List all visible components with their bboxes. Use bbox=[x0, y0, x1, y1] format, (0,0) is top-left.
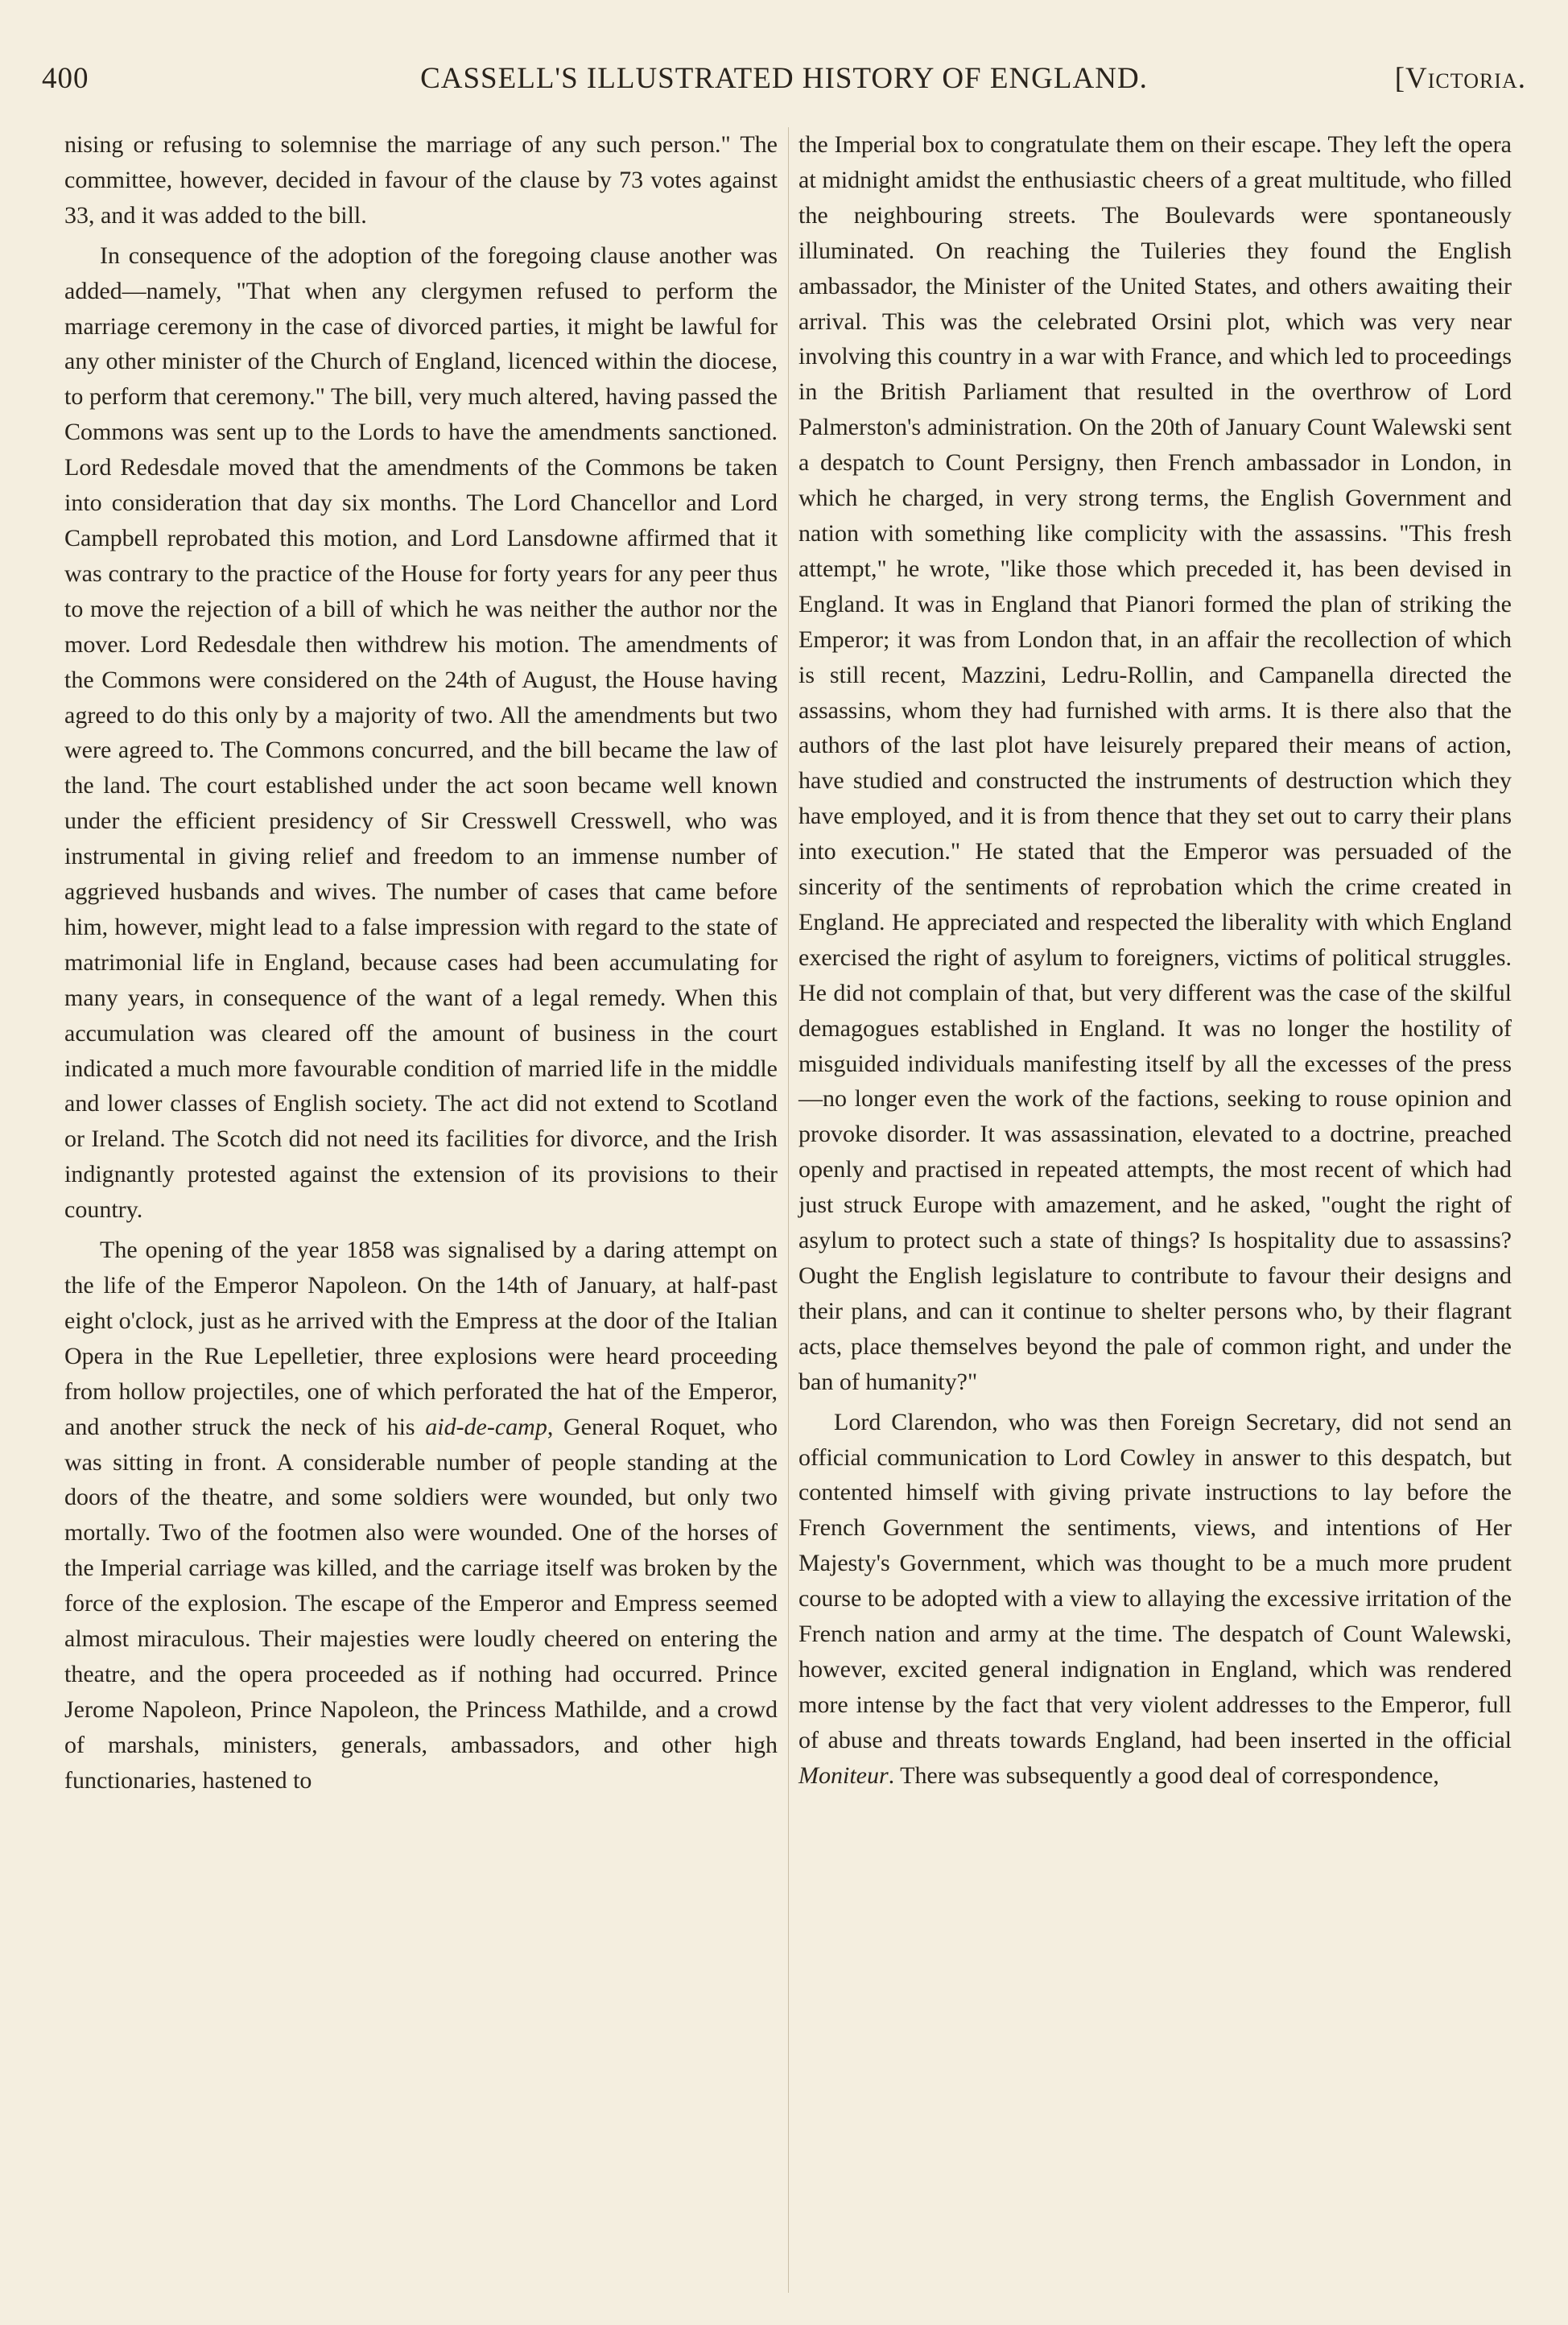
running-title: CASSELL'S ILLUSTRATED HISTORY OF ENGLAND. bbox=[420, 62, 1148, 95]
paragraph bbox=[798, 1405, 1512, 1794]
paragraph bbox=[64, 1233, 778, 1798]
running-header bbox=[42, 61, 1526, 109]
left-column bbox=[64, 127, 778, 2309]
text-run: , General Roquet, who was sitting in front. A considerable number of people standing at the doors of the theatre, and some soldiers were wounded, but only two mortally. Two of the footmen also were wounded. One of the horses of the Imperial carriage was killed, and the carriage itself was broken by the force of the explosion. The escape of the Emperor and Empress seemed almost miraculous. Their majesties were loudly cheered on entering the theatre, and the opera proceeded as if nothing had occurred. Prince Jerome Napoleon, Prince Napoleon, the Princess Mathilde, and a crowd of marshals, ministers, generals, ambassadors, and other high functionaries, hastened to bbox=[64, 1413, 778, 1794]
paragraph: In consequence of the adoption of the foregoing clause another was added—namely, "That when any clergymen refused to perform the marriage ceremony in the case of divorced parties, it might be lawful for any other minister of the Church of England, licenced within the diocese, to perform that ceremony." The bill, very much altered, having passed the Commons was sent up to the Lords to have the amendments sanctioned. Lord Redesdale moved that the amendments of the Commons be taken into consideration that day six months. The Lord Chancellor and Lord Campbell reprobated this motion, and Lord Lansdowne affirmed that it was contrary to the practice of the House for forty years for any peer thus to move the rejection of a bill of which he was neither the author nor the mover. Lord Redesdale then withdrew his motion. The amendments of the Commons were considered on the 24th of August, the House having agreed to do this only by a majority of two. All the amendments but two were agreed to. The Commons concurred, and the bill became the law of the land. The court established under the act soon became well known under the efficient presidency of Sir Cresswell Cresswell, who was instrumental in giving relief and freedom to an immense number of aggrieved husbands and wives. The number of cases that came before him, however, might lead to a false impression with regard to the state of matrimonial life in England, because cases had been accumulating for many years, in consequence of the want of a legal remedy. When this accumulation was cleared off the amount of business in the court indicated a much more favourable condition of married life in the middle and lower classes of English society. The act did not extend to Scotland or Ireland. The Scotch did not need its facilities for divorce, and the Irish indignantly protested against the extension of its provisions to their country. bbox=[64, 242, 778, 1224]
italic-term: Moniteur bbox=[798, 1761, 889, 1789]
paragraph: nising or refusing to solemnise the marriage of any such person." The committee, however, decided in favour of the clause by 73 votes against 33, and it was added to the bill. bbox=[64, 131, 778, 229]
text-run: . There was subsequently a good deal of correspondence, bbox=[888, 1761, 1439, 1789]
column-divider bbox=[788, 127, 789, 2293]
section-label: [Victoria. bbox=[1394, 62, 1526, 95]
text-run: The opening of the year 1858 was signalised by a daring attempt on the life of the Emperor Napoleon. On the 14th of January, at half-past eight o'clock, just as he arrived with the Empress at the door of the Italian Opera in the Rue Lepelletier, three explosions were heard proceeding from hollow projectiles, one of which perforated the hat of the Emperor, and another struck the neck of his bbox=[64, 1237, 778, 1440]
italic-term: aid-de-camp bbox=[425, 1413, 547, 1440]
page-number: 400 bbox=[42, 62, 89, 95]
paragraph: the Imperial box to congratulate them on their escape. They left the opera at midnight amidst the enthusiastic cheers of a great multitude, who filled the neighbouring streets. The Boulevards were spontaneously illuminated. On reaching the Tuileries they found the English ambassador, the Minister of the United States, and others awaiting their arrival. This was the celebrated Orsini plot, which was very near involving this country in a war with France, and which led to proceedings in the British Parliament that resulted in the overthrow of Lord Palmerston's administration. On the 20th of January Count Walewski sent a despatch to Count Persigny, then French ambassador in London, in which he charged, in very strong terms, the English Government and nation with something like complicity with the assassins. "This fresh attempt," he wrote, "like those which preceded it, has been devised in England. It was in England that Pianori formed the plan of striking the Emperor; it was from London that, in an affair the recollection of which is still recent, Mazzini, Ledru-Rollin, and Campanella directed the assassins, whom they had furnished with arms. It is there also that the authors of the last plot have leisurely prepared their means of action, have studied and constructed the instruments of destruction which they have employed, and it is from thence that they set out to carry their plans into execution." He stated that the Emperor was persuaded of the sincerity of the sentiments of reprobation which the crime created in England. He appreciated and respected the liberality with which England exercised the right of asylum to foreigners, victims of political struggles. He did not complain of that, but very different was the case of the skilful demagogues established in England. It was no longer the hostility of misguided individuals manifesting itself by all the excesses of the press—no longer even the work of the factions, seeking to rouse opinion and provoke disorder. It was assassination, elevated to a doctrine, preached openly and practised in repeated attempts, the most recent of which had just struck Europe with amazement, and he asked, "ought the right of asylum to protect such a state of things? Is hospitality due to assassins? Ought the English legislature to contribute to favour their designs and their plans, and can it continue to shelter persons who, by their flagrant acts, place themselves beyond the pale of common right, and under the ban of humanity?" bbox=[798, 131, 1512, 1395]
right-column bbox=[798, 127, 1512, 2309]
text-run: Lord Clarendon, who was then Foreign Secretary, did not send an official communication to Lord Cowley in answer to this despatch, but contented himself with giving private instructions to lay before the French Government the sentiments, views, and intentions of Her Majesty's Government, which was thought to be a much more prudent course to be adopted with a view to allaying the excessive irritation of the French nation and army at the time. The despatch of Count Walewski, however, excited general indignation in England, which was rendered more intense by the fact that very violent addresses to the Emperor, full of abuse and threats towards England, had been inserted in the official bbox=[798, 1408, 1512, 1753]
